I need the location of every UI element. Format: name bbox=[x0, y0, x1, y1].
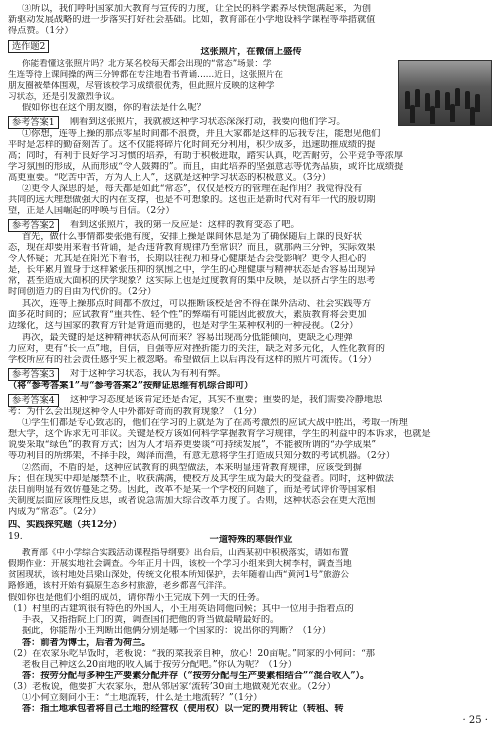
text-line: （将“参考答案1”与“参考答案2”按辩证思维有机综合即可） bbox=[8, 381, 254, 391]
text-line: 这种学习态度是该肯定还是否定，其实不重要；重要的是，我们需要冷静地思 bbox=[70, 395, 383, 405]
text-line: 法日前明显有效仿蔓延之势。因此，改革不是某一个学校的问题了，而是考试评价等国家相 bbox=[8, 485, 376, 495]
reference-answer-4-tag: 参考答案4 bbox=[8, 394, 59, 407]
text-line: 老板自己种这么20亩地的收入属于按劳分配吧。”你认为呢？（1分） bbox=[22, 660, 297, 670]
text-line: 路修通，该村开始有搞原生态乡村旅游，老乡都喜气洋洋。 bbox=[8, 581, 232, 591]
answer-line: 答：按劳分配与多种生产要素分配并存（“按劳分配与生产要素相结合”“混合收入”）。 bbox=[22, 671, 370, 681]
text-line: 态，现在却要用来看书背诵，是否违背教育规律乃至常识？而且，就那两三分钟，实际效果 bbox=[8, 243, 376, 253]
text-line: ①学生们都是专心致志的，他们在学习的上就是为了在高考激烈的应试大战中胜出，考取一所理 bbox=[22, 418, 408, 428]
text-line: 朋友圈被晕体围观，尽管该校学习成绩很优秀，但此照片反映的这种学 bbox=[8, 81, 275, 91]
text-line: 其次，连等上操那点时间都不放过，可以推断该校是舍不得在课外活动、社会实践等方 bbox=[22, 299, 372, 309]
text-line: （2）在农家乐吃早饭时，老板说：“我的菜我亲自种，放心！20亩呢。”同家的小何问：“那 bbox=[8, 649, 375, 659]
answer-line: 答：前者为博士，后者为荷兰。 bbox=[22, 638, 151, 648]
text-line: 令人怀疑；尤其是在阳光下看书，长期以往视力和身心健康是否会受影响？更令人担心的 bbox=[8, 254, 367, 264]
text-line: 学习氛围的形成，从而形成“令人鼓舞的”。而且，由此培养的坚强意志等优秀品质，或许比成绩提 bbox=[8, 162, 404, 172]
text-line: 时间创造力的自由为代价的。（2分） bbox=[8, 287, 157, 297]
text-line: 考：为什么会出现这种令人中外都好奇而的教育现象？（1分） bbox=[8, 407, 262, 417]
reference-answer-2-tag: 参考答案2 bbox=[8, 219, 59, 232]
text-line: 力应对，更有“长一点”地，自信，自强等应对挫折能力的关注，缺乏对多元化，人性化教育的 bbox=[8, 344, 385, 354]
text-line: 再次，最关键的是这种精神状态从何而来？容易出现高分低能倾向，更缺乏心理弹 bbox=[22, 333, 353, 343]
text-line: 你能看懂这张照片吗？北方某名校每天都会出现的“常态”场景：学 bbox=[22, 59, 272, 69]
text-line: 面多花时间的；应试教育“重共性、轻个性”的弊端有可能因此被放大，素质教育将会更加 bbox=[8, 310, 367, 320]
text-line: 边缘化，这与国家的教育方针是背道而驰的，也是对学生某种权利的一种浸视。（2分） bbox=[8, 321, 359, 331]
question-number: 19. bbox=[8, 532, 23, 542]
text-line: 新驱动发展战略的进一步落实打好社会基础。比如，教育部在小学地设科学课程等举措就值 bbox=[8, 15, 376, 25]
question-title: 一道特殊的寒假作业 bbox=[209, 535, 293, 545]
reference-answer-1-tag: 参考答案1 bbox=[8, 116, 59, 129]
text-line: 共同的远大理想做强大的内在支撑，也是不可想象的。这也正是新时代对有年一代的殷切期 bbox=[8, 195, 376, 205]
text-line: 看到这张照片，我的第一反应是：这样的教育变态了吧。 bbox=[70, 220, 300, 230]
text-line: 假如你也在这个朋友圈，你的看法是什么呢？ bbox=[22, 103, 206, 113]
text-line: 据此，你能帮小王判断出他俩分别是哪一个国家的：说出你的判断？（1分） bbox=[22, 626, 332, 636]
section-tag-optional-2: 选作题2 bbox=[8, 40, 49, 53]
text-line: 平时是怎样的勤奋刻苦了。这不仅能将碎片化时间充分利用，积少成多，迅速助推成绩的提 bbox=[8, 140, 376, 150]
text-line: ②更令人深思的是，每天都是如此“常态”，仅仅是校方的管理在起作用？我觉得没有 bbox=[22, 184, 363, 194]
text-line: 得点赞。（1分） bbox=[8, 26, 74, 36]
page-number: · 25 · bbox=[462, 715, 488, 726]
passage-title: 这张照片，在微信上盛传 bbox=[200, 47, 302, 57]
text-line: 对于这种学习状态，我认为有利有弊。 bbox=[70, 369, 227, 379]
text-line: 首先，做什么事情都要张弛有度，安排上操是课间休息是为了确保随后上课的良好状 bbox=[22, 232, 362, 242]
text-line: （1）村里的古建筑很有特色的外国人，小王用英语同他问候；其中一位用手指着点的 bbox=[8, 604, 354, 614]
text-line: ③所以，我们呼吁国家加大教育与宣传的力度，让全民的科学素养尽快饱满起来，为创 bbox=[22, 4, 372, 14]
text-line: 内成为“常态”。（2分） bbox=[8, 507, 102, 517]
text-line: 是，长年累月置身于这样紧张压抑的氛围之中，学生的心理健康与精神状态是否容易出现异 bbox=[8, 265, 376, 275]
text-line: 手表，又指指院上门的黄，调查国们把他的背当做最晴最好的。 bbox=[22, 615, 280, 625]
text-line: 假如你也是他们小组的成员，请你帮小王完成下列一天的任务。 bbox=[8, 593, 266, 603]
text-line: ①小何立刻问小王：“土地流转，什么是土地流转？”（1分） bbox=[22, 693, 263, 703]
text-line: 刚看到这张照片，我就被这种学习状态深深打动，我要向他们学习。 bbox=[70, 117, 346, 127]
text-line: 望，正是人国崛起的呼唤与自信。（2分） bbox=[8, 206, 175, 216]
text-line: 假期作业：开展实地社会调查。今年正月十四，该校一个学习小组来到大树李村，调查当地 bbox=[8, 559, 352, 569]
text-line: 贫困现状，该村地处吕梁山深处，传统文化根本所知保护，去年随着山西“黄河1号”旅游公 bbox=[8, 570, 349, 580]
answer-line: 答：指土地承包者将自己土地的经营权（使用权）以一定的费用转让（转租、转 bbox=[22, 704, 344, 714]
text-line: 想大学，这个诉求无可非议。关键是校方该如何科学掌握教育学习规律，学生的利益中的本诉求，也就是 bbox=[8, 429, 431, 439]
text-line: 教育部《中小学综合实践活动课程指导纲要》出台后，山西某初中积极落实，请如布置 bbox=[22, 548, 349, 558]
section-heading: 四、实践探究题（共12分） bbox=[8, 520, 122, 530]
text-line: 习状态，还是引发激烈争议。 bbox=[8, 92, 120, 102]
text-line: 斥；但在现实中却是屡禁不止，收获满满，便校方及其学生成为最大的受益者。同时，这种做法 bbox=[8, 474, 394, 484]
text-line: 说要采取“绿色”的教育方式；因为人才培养更要谈“可持续发展”，不能被所谓的“办学成果” bbox=[8, 440, 377, 450]
text-line: （3）老板说，他要扩大农家乐，想从邻居家‘流转’30亩土地做观光农业。（2分） bbox=[8, 682, 336, 692]
text-line: 关制度层面应该理性反思，或者说急需加大综合改革力度了。否则，这种状态会在更大范围 bbox=[8, 496, 376, 506]
reference-answer-3-tag: 参考答案3 bbox=[8, 368, 59, 381]
text-line: 生连等待上课间操的两三分钟都在专注地看书背诵……近日，这张照片在 bbox=[8, 70, 284, 80]
text-line: 高；同时，有利于良好学习习惯的培养，有助于积极进取，踏实认真，吃苦耐劳，公平竞争等浓厚 bbox=[8, 151, 404, 161]
text-line: 高更重要。“吃苦中苦，方为人上人”，这就是这种学习状态的积极意义。（3分） bbox=[8, 173, 332, 183]
text-line: ②然而，不盾的是，这种应试教育的典型做法，本来明显违背教育规律，应该受到摒 bbox=[22, 463, 362, 473]
text-line: 等功利目的所绑架，不择手段，竭泽而渔，有意无意将学生打造成只知分数的考试机器。（2分） bbox=[8, 451, 396, 461]
text-line: 常，甚至造成大面积的厌学现象？这实际上也是过度教育的集中反映，是以挤占学生的思考 bbox=[8, 276, 376, 286]
text-line: ①你想，连等上操的那点零星时间都不浪费，并且大家都是这样的忘我专注，能想见他们 bbox=[22, 129, 381, 139]
text-line: 学校所应有的社会责任感乎实上被忽略。希望做信上以后再没有这样的照片可流传。（1分） bbox=[8, 355, 377, 365]
